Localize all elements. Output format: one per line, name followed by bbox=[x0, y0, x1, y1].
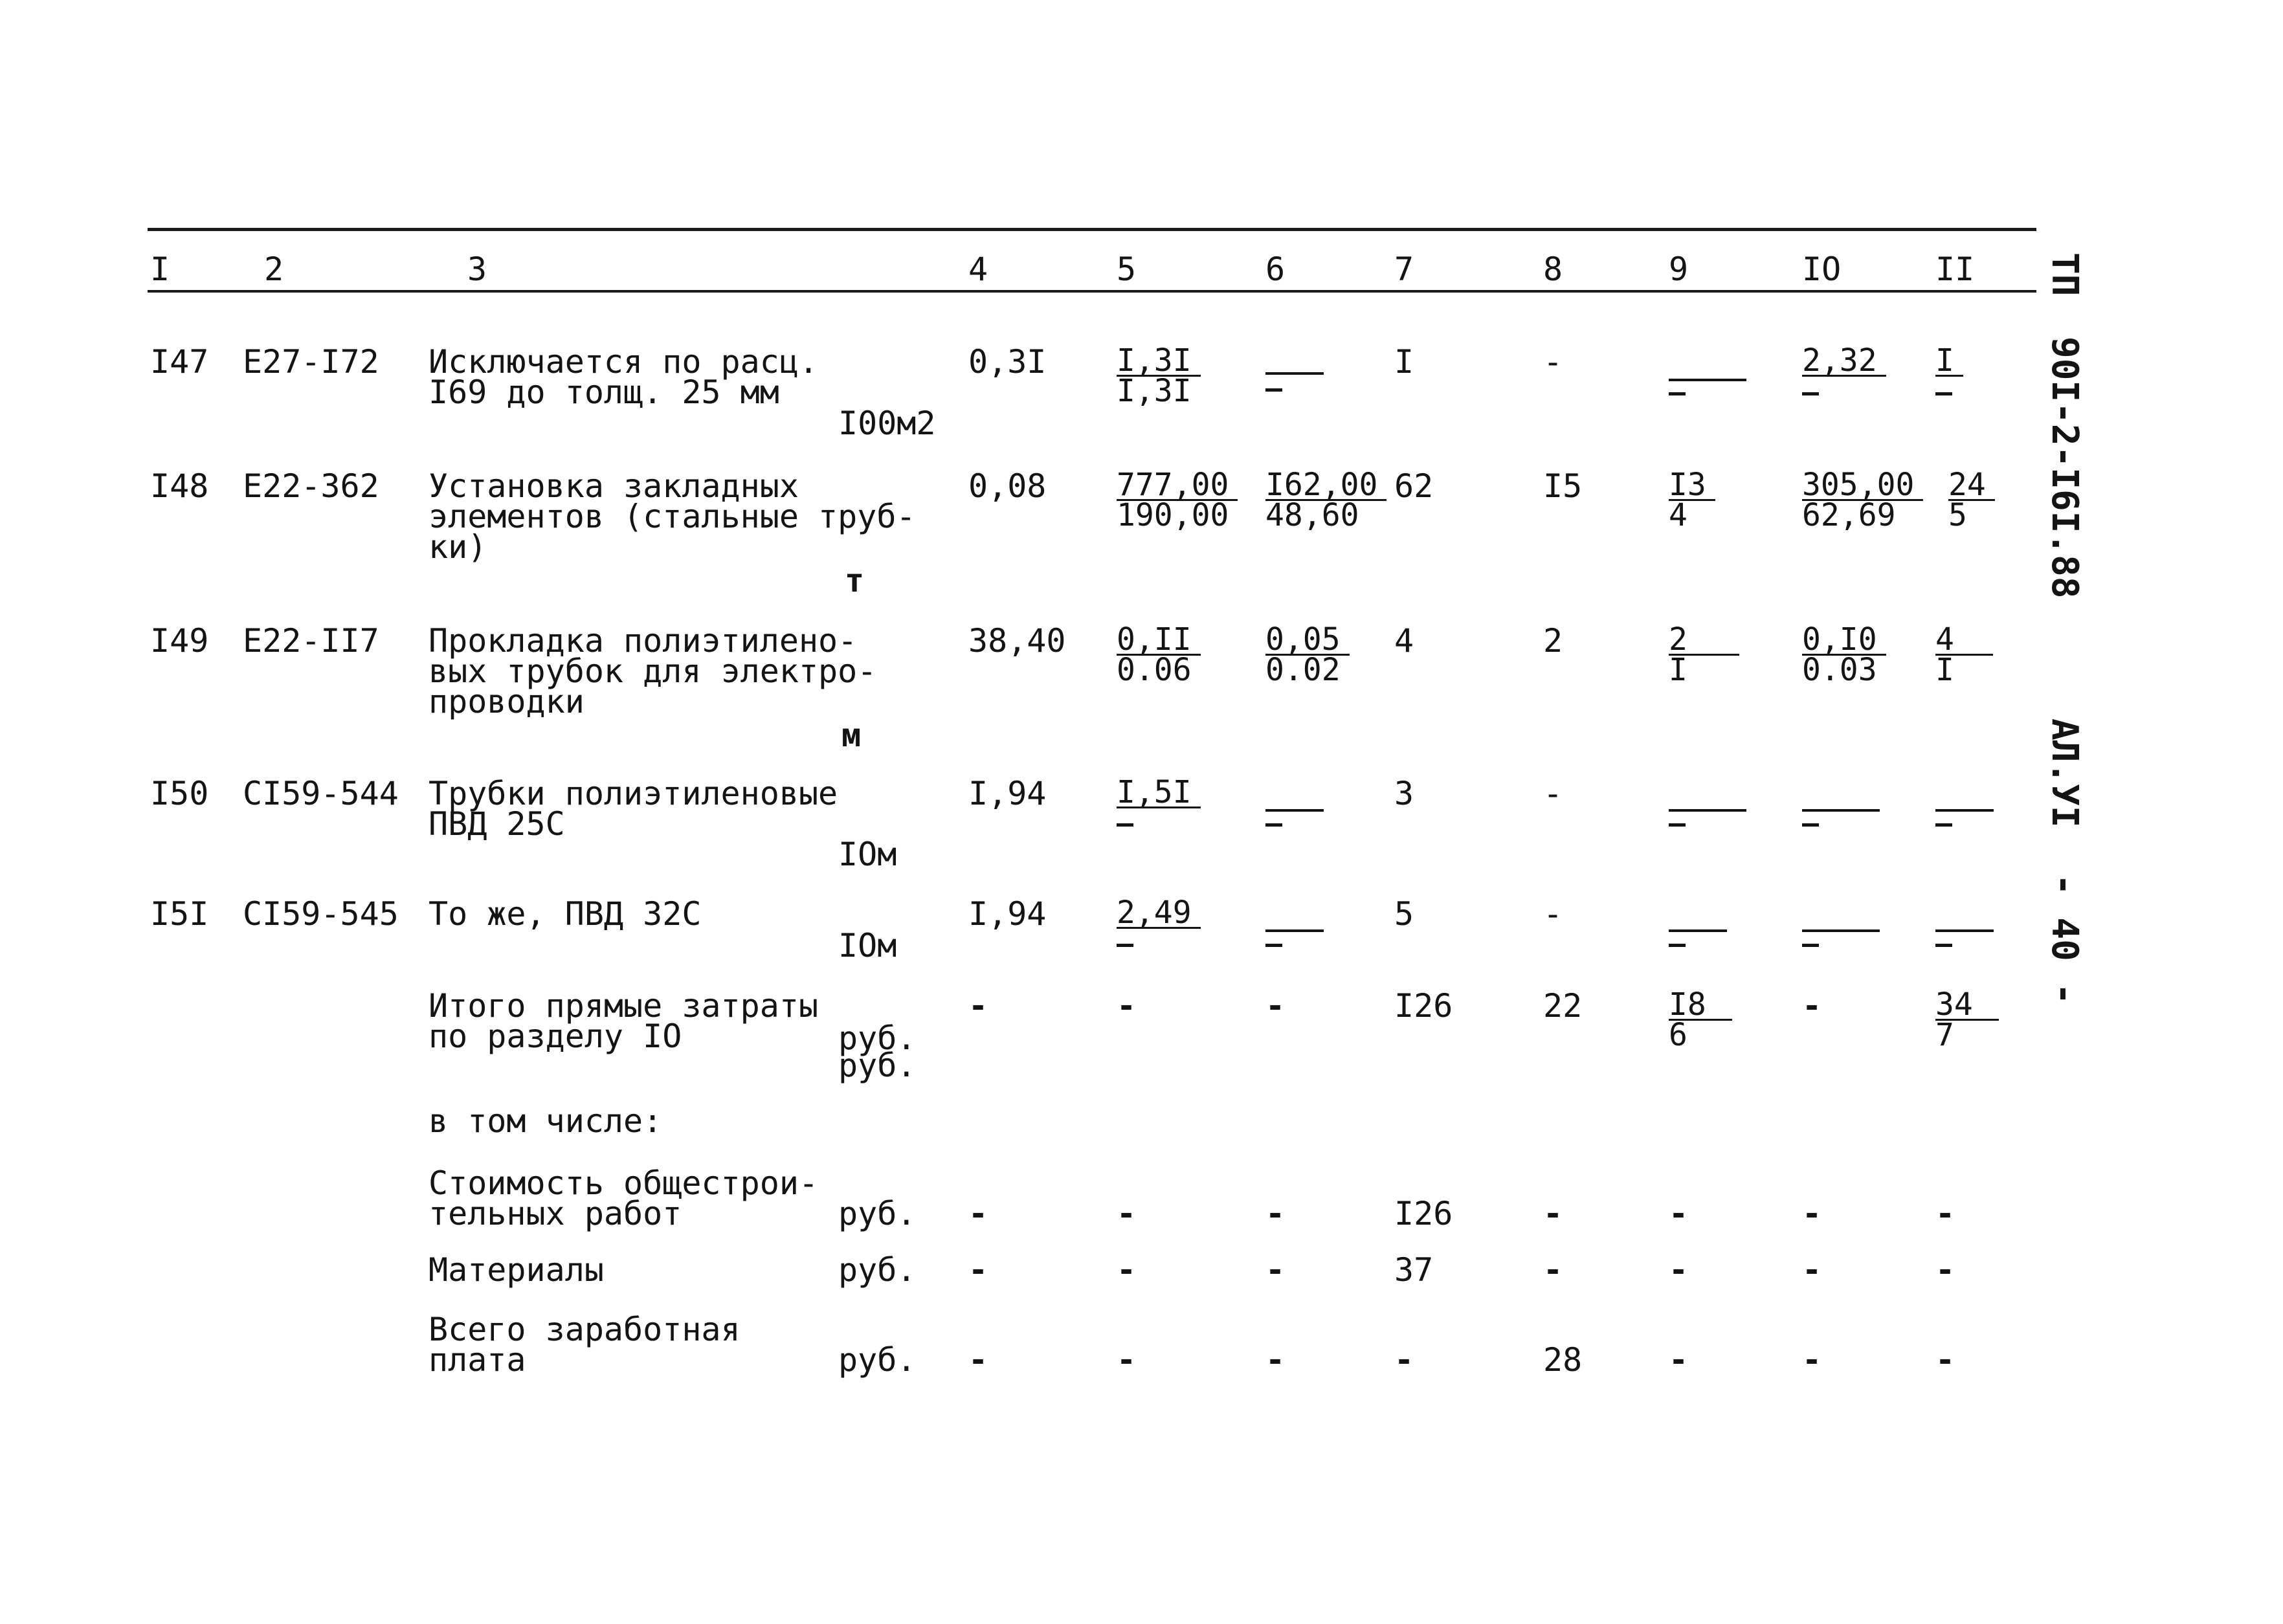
col5-fraction bbox=[1117, 342, 1201, 409]
col11-blank-fraction bbox=[1935, 929, 1994, 932]
denominator: I,3I bbox=[1117, 373, 1192, 409]
col6-fraction bbox=[1265, 621, 1350, 688]
description-line: Трубки полиэтиленовые bbox=[429, 775, 838, 812]
unit: IOм bbox=[838, 927, 897, 964]
totals-col10: - bbox=[1802, 987, 1822, 1025]
rate-code: Е22-II7 bbox=[243, 622, 379, 660]
breakdown-col4: - bbox=[968, 1341, 988, 1379]
totals-col8: 22 bbox=[1543, 987, 1583, 1025]
col7-value: 5 bbox=[1394, 895, 1414, 933]
breakdown-col6: - bbox=[1265, 1195, 1286, 1232]
denominator: 190,00 bbox=[1117, 497, 1229, 533]
totals-col6: - bbox=[1265, 987, 1286, 1025]
numerator: 24 bbox=[1948, 471, 1995, 501]
header-bottom-rule bbox=[148, 290, 2036, 293]
col9-blank-denominator bbox=[1669, 392, 1686, 395]
col-header-9: 9 bbox=[1669, 250, 1689, 288]
col-header-11: II bbox=[1935, 250, 1975, 288]
col9-blank-fraction bbox=[1669, 379, 1746, 381]
side-page-number: - 40 - bbox=[2044, 874, 2086, 1005]
breakdown-col7: - bbox=[1394, 1341, 1414, 1379]
totals-col4: - bbox=[968, 987, 988, 1025]
breakdown-col4: - bbox=[968, 1195, 988, 1232]
description-line: То же, ПВД 32С bbox=[429, 895, 702, 933]
header-top-rule bbox=[148, 228, 2036, 231]
col4-value: 0,08 bbox=[968, 467, 1047, 505]
col4-value: 38,40 bbox=[968, 622, 1066, 660]
col11-fraction bbox=[1935, 621, 1993, 688]
including-heading: в том числе: bbox=[429, 1102, 663, 1140]
breakdown-col5: - bbox=[1117, 1195, 1137, 1232]
rate-code: Е27-I72 bbox=[243, 343, 379, 381]
numerator: 0,I0 bbox=[1802, 625, 1886, 656]
denominator: 7 bbox=[1935, 1017, 1954, 1053]
col5-fraction bbox=[1117, 774, 1201, 810]
breakdown-col11: - bbox=[1935, 1251, 1955, 1289]
numerator: I bbox=[1935, 346, 1963, 377]
col8-value: - bbox=[1543, 775, 1563, 812]
col11-blank-fraction bbox=[1935, 809, 1994, 812]
denominator: 4 bbox=[1669, 497, 1687, 533]
col11-blank-denominator bbox=[1935, 823, 1952, 827]
col7-value: 4 bbox=[1394, 622, 1414, 660]
col6-blank-denominator bbox=[1265, 944, 1282, 947]
breakdown-col7: I26 bbox=[1394, 1195, 1453, 1232]
breakdown-col9: - bbox=[1669, 1251, 1689, 1289]
col6-blank-fraction bbox=[1265, 809, 1324, 812]
totals-unit: руб. bbox=[838, 1019, 917, 1057]
breakdown-col6: - bbox=[1265, 1341, 1286, 1379]
description-line: ПВД 25С bbox=[429, 805, 565, 843]
col6-blank-denominator bbox=[1265, 388, 1282, 392]
description-line: проводки bbox=[429, 683, 585, 720]
col11-blank-denominator bbox=[1935, 392, 1952, 395]
row-number: I48 bbox=[150, 467, 209, 505]
description-line: I69 до толщ. 25 мм bbox=[429, 373, 779, 411]
col-header-1: I bbox=[150, 250, 170, 288]
col-header-8: 8 bbox=[1543, 250, 1563, 288]
col10-blank-fraction bbox=[1802, 809, 1880, 812]
col9-blank-fraction bbox=[1669, 809, 1746, 812]
numerator: 34 bbox=[1935, 990, 1999, 1021]
description-line: вых трубок для электро- bbox=[429, 652, 877, 690]
breakdown-unit: руб. bbox=[838, 1195, 917, 1232]
breakdown-unit: руб. bbox=[838, 1251, 917, 1289]
col4-value: 0,3I bbox=[968, 343, 1047, 381]
description-line: элементов (стальные труб- bbox=[429, 498, 916, 535]
rate-code: СI59-544 bbox=[243, 775, 399, 812]
row-number: I5I bbox=[150, 895, 209, 933]
breakdown-description-line: плата bbox=[429, 1341, 526, 1379]
numerator: I,5I bbox=[1117, 778, 1201, 808]
col7-value: 3 bbox=[1394, 775, 1414, 812]
row-number: I50 bbox=[150, 775, 209, 812]
numerator: 2,32 bbox=[1802, 346, 1886, 377]
denominator: 62,69 bbox=[1802, 497, 1896, 533]
breakdown-col11: - bbox=[1935, 1195, 1955, 1232]
row-number: I47 bbox=[150, 343, 209, 381]
col10-fraction bbox=[1802, 467, 1923, 533]
col-header-3: 3 bbox=[467, 250, 487, 288]
col10-blank-denominator bbox=[1802, 823, 1819, 827]
col8-value: - bbox=[1543, 343, 1563, 381]
numerator: 777,00 bbox=[1117, 471, 1238, 501]
totals-description-line: Итого прямые затраты bbox=[429, 987, 819, 1025]
col8-value: - bbox=[1543, 895, 1563, 933]
col6-blank-fraction bbox=[1265, 372, 1324, 375]
totals-col11-fraction bbox=[1935, 986, 1999, 1053]
breakdown-unit: руб. bbox=[838, 1341, 917, 1379]
side-album: АЛ.УI bbox=[2044, 718, 2086, 828]
col5-blank-denominator bbox=[1117, 944, 1133, 947]
breakdown-col10: - bbox=[1802, 1341, 1822, 1379]
unit: м bbox=[841, 717, 862, 754]
col10-blank-denominator bbox=[1802, 392, 1819, 395]
numerator: 4 bbox=[1935, 625, 1993, 656]
col10-blank-denominator bbox=[1802, 944, 1819, 947]
col4-value: I,94 bbox=[968, 775, 1047, 812]
col11-fraction bbox=[1948, 467, 1995, 533]
col9-blank-denominator bbox=[1669, 823, 1686, 827]
col5-fraction bbox=[1117, 621, 1201, 688]
breakdown-col8: - bbox=[1543, 1251, 1563, 1289]
breakdown-col9: - bbox=[1669, 1341, 1689, 1379]
col10-fraction bbox=[1802, 342, 1886, 379]
row-number: I49 bbox=[150, 622, 209, 660]
numerator: I8 bbox=[1669, 990, 1732, 1021]
col5-fraction bbox=[1117, 467, 1238, 533]
description-line: ки) bbox=[429, 528, 487, 566]
breakdown-description-line: Материалы bbox=[429, 1251, 604, 1289]
description-line: Прокладка полиэтилено- bbox=[429, 622, 858, 660]
col-header-10: IO bbox=[1802, 250, 1842, 288]
col10-fraction bbox=[1802, 621, 1886, 688]
denominator: I bbox=[1935, 652, 1954, 688]
col7-value: 62 bbox=[1394, 467, 1434, 505]
col-header-2: 2 bbox=[264, 250, 284, 288]
unit: т bbox=[845, 562, 865, 599]
col11-blank-denominator bbox=[1935, 944, 1952, 947]
breakdown-col8: 28 bbox=[1543, 1341, 1583, 1379]
col11-fraction bbox=[1935, 342, 1963, 379]
breakdown-description-line: Стоимость общестрои- bbox=[429, 1164, 819, 1202]
numerator: 0,05 bbox=[1265, 625, 1350, 656]
col4-value: I,94 bbox=[968, 895, 1047, 933]
numerator: I3 bbox=[1669, 471, 1715, 501]
col6-blank-fraction bbox=[1265, 929, 1324, 932]
breakdown-col6: - bbox=[1265, 1251, 1286, 1289]
denominator: 0.02 bbox=[1265, 652, 1341, 688]
col5-fraction bbox=[1117, 895, 1201, 931]
col8-value: 2 bbox=[1543, 622, 1563, 660]
col-header-4: 4 bbox=[968, 250, 988, 288]
breakdown-col11: - bbox=[1935, 1341, 1955, 1379]
totals-col7: I26 bbox=[1394, 987, 1453, 1025]
breakdown-description-line: тельных работ bbox=[429, 1195, 682, 1232]
col8-value: I5 bbox=[1543, 467, 1583, 505]
denominator: 48,60 bbox=[1265, 497, 1359, 533]
col9-blank-fraction bbox=[1669, 929, 1727, 932]
totals-col9-fraction bbox=[1669, 986, 1732, 1053]
numerator: I62,00 bbox=[1265, 471, 1387, 501]
denominator: 6 bbox=[1669, 1017, 1687, 1053]
rate-code: Е22-362 bbox=[243, 467, 379, 505]
unit: IOм bbox=[838, 836, 897, 873]
breakdown-col9: - bbox=[1669, 1195, 1689, 1232]
numerator: 0,II bbox=[1117, 625, 1201, 656]
breakdown-col5: - bbox=[1117, 1341, 1137, 1379]
denominator: 5 bbox=[1948, 497, 1967, 533]
col-header-6: 6 bbox=[1265, 250, 1286, 288]
totals-unit: руб. bbox=[838, 1047, 917, 1084]
col7-value: I bbox=[1394, 343, 1414, 381]
col-header-5: 5 bbox=[1117, 250, 1137, 288]
col5-blank-denominator bbox=[1117, 823, 1133, 827]
col10-blank-fraction bbox=[1802, 929, 1880, 932]
col9-fraction bbox=[1669, 467, 1715, 533]
breakdown-col4: - bbox=[968, 1251, 988, 1289]
breakdown-col8: - bbox=[1543, 1195, 1563, 1232]
col9-fraction bbox=[1669, 621, 1739, 688]
side-label-tp: ТП bbox=[2044, 252, 2086, 296]
col9-blank-denominator bbox=[1669, 944, 1686, 947]
breakdown-description-line: Всего заработная bbox=[429, 1311, 741, 1348]
denominator: 0.03 bbox=[1802, 652, 1877, 688]
breakdown-col7: 37 bbox=[1394, 1251, 1434, 1289]
description-line: Исключается по расц. bbox=[429, 343, 819, 381]
unit: I00м2 bbox=[838, 405, 936, 442]
totals-col5: - bbox=[1117, 987, 1137, 1025]
numerator: 2 bbox=[1669, 625, 1739, 656]
rate-code: СI59-545 bbox=[243, 895, 399, 933]
col6-fraction bbox=[1265, 467, 1387, 533]
numerator: I,3I bbox=[1117, 346, 1201, 377]
description-line: Установка закладных bbox=[429, 467, 799, 505]
breakdown-col10: - bbox=[1802, 1195, 1822, 1232]
side-doc-code: 90I-2-I6I.88 bbox=[2044, 337, 2086, 599]
numerator: 305,00 bbox=[1802, 471, 1923, 501]
breakdown-col5: - bbox=[1117, 1251, 1137, 1289]
numerator: 2,49 bbox=[1117, 898, 1201, 929]
denominator: 0.06 bbox=[1117, 652, 1192, 688]
totals-description-line: по разделу IO bbox=[429, 1018, 682, 1055]
denominator: I bbox=[1669, 652, 1687, 688]
col-header-7: 7 bbox=[1394, 250, 1414, 288]
breakdown-col10: - bbox=[1802, 1251, 1822, 1289]
col6-blank-denominator bbox=[1265, 823, 1282, 827]
